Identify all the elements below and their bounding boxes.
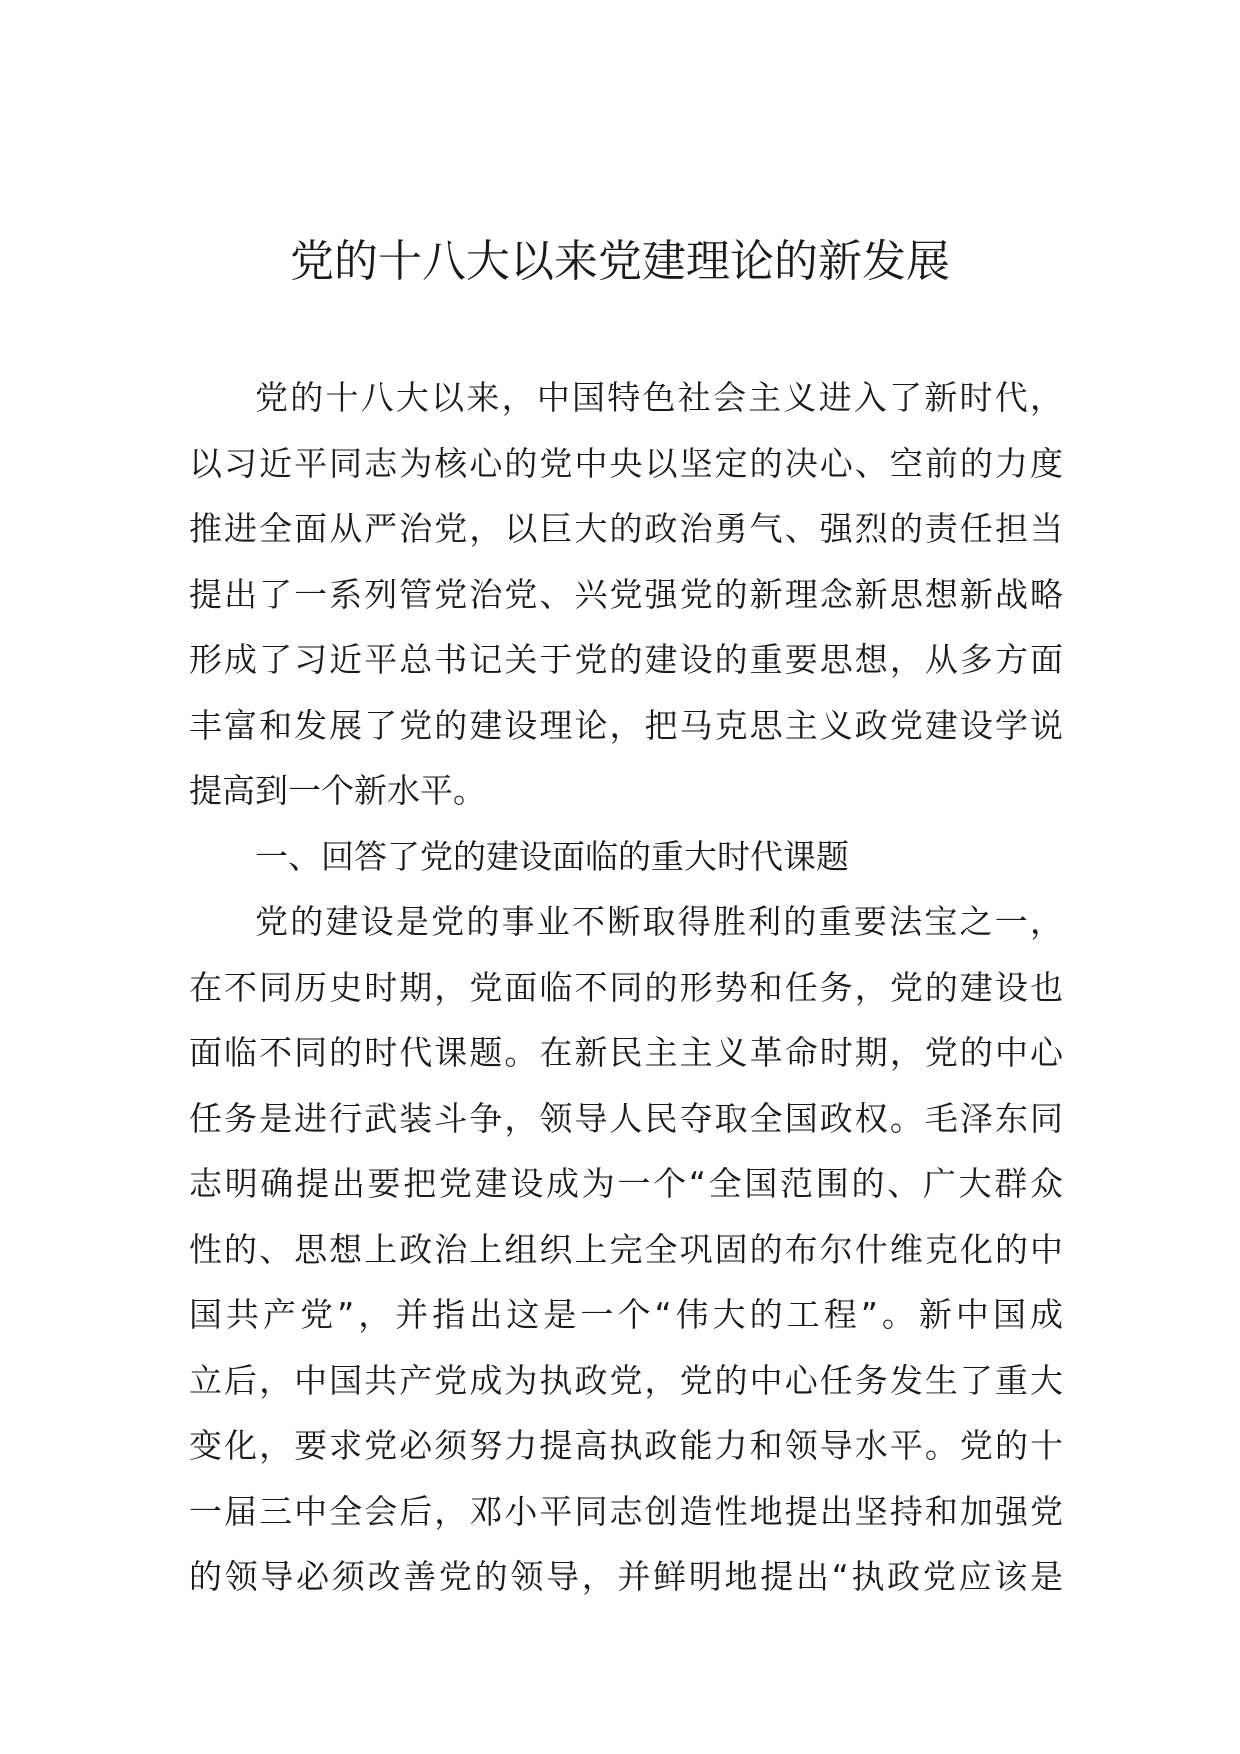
- section-heading: 一、回答了党的建设面临的重大时代课题: [255, 836, 849, 876]
- paragraph-line: 丰富和发展了党的建设理论，把马克思主义政党建设学说: [189, 705, 1063, 745]
- paragraph-line: 一届三中全会后，邓小平同志创造性地提出坚持和加强党: [189, 1491, 1063, 1531]
- paragraph-line: 党的十八大以来，中国特色社会主义进入了新时代，: [255, 378, 1063, 417]
- paragraph-line: 形成了习近平总书记关于党的建设的重要思想，从多方面: [189, 640, 1063, 679]
- document-title: 党的十八大以来党建理论的新发展: [290, 236, 950, 287]
- paragraph-line: 立后，中国共产党成为执政党，党的中心任务发生了重大: [189, 1360, 1063, 1400]
- paragraph-line: 提高到一个新水平。: [189, 771, 486, 810]
- paragraph-line: 的领导必须改善党的领导，并鲜明地提出“执政党应该是: [189, 1557, 1063, 1596]
- paragraph-line: 志明确提出要把党建设成为一个“全国范围的、广大群众: [189, 1164, 1063, 1203]
- paragraph-line: 提出了一系列管党治党、兴党强党的新理念新思想新战略: [189, 574, 1063, 614]
- paragraph-line: 性的、思想上政治上组织上完全巩固的布尔什维克化的中: [189, 1229, 1063, 1269]
- paragraph-line: 以习近平同志为核心的党中央以坚定的决心、空前的力度: [189, 443, 1063, 483]
- paragraph-line: 党的建设是党的事业不断取得胜利的重要法宝之一，: [255, 902, 1063, 941]
- paragraph-line: 变化，要求党必须努力提高执政能力和领导水平。党的十: [189, 1426, 1063, 1465]
- paragraph-line: 面临不同的时代课题。在新民主主义革命时期，党的中心: [189, 1033, 1063, 1072]
- paragraph-line: 国共产党”，并指出这是一个“伟大的工程”。新中国成: [189, 1295, 1063, 1334]
- document-body: [189, 365, 1063, 1610]
- paragraph-line: 在不同历史时期，党面临不同的形势和任务，党的建设也: [189, 967, 1063, 1007]
- paragraph-line: 推进全面从严治党，以巨大的政治勇气、强烈的责任担当: [189, 509, 1063, 548]
- paragraph-line: 任务是进行武装斗争，领导人民夺取全国政权。毛泽东同: [189, 1098, 1063, 1138]
